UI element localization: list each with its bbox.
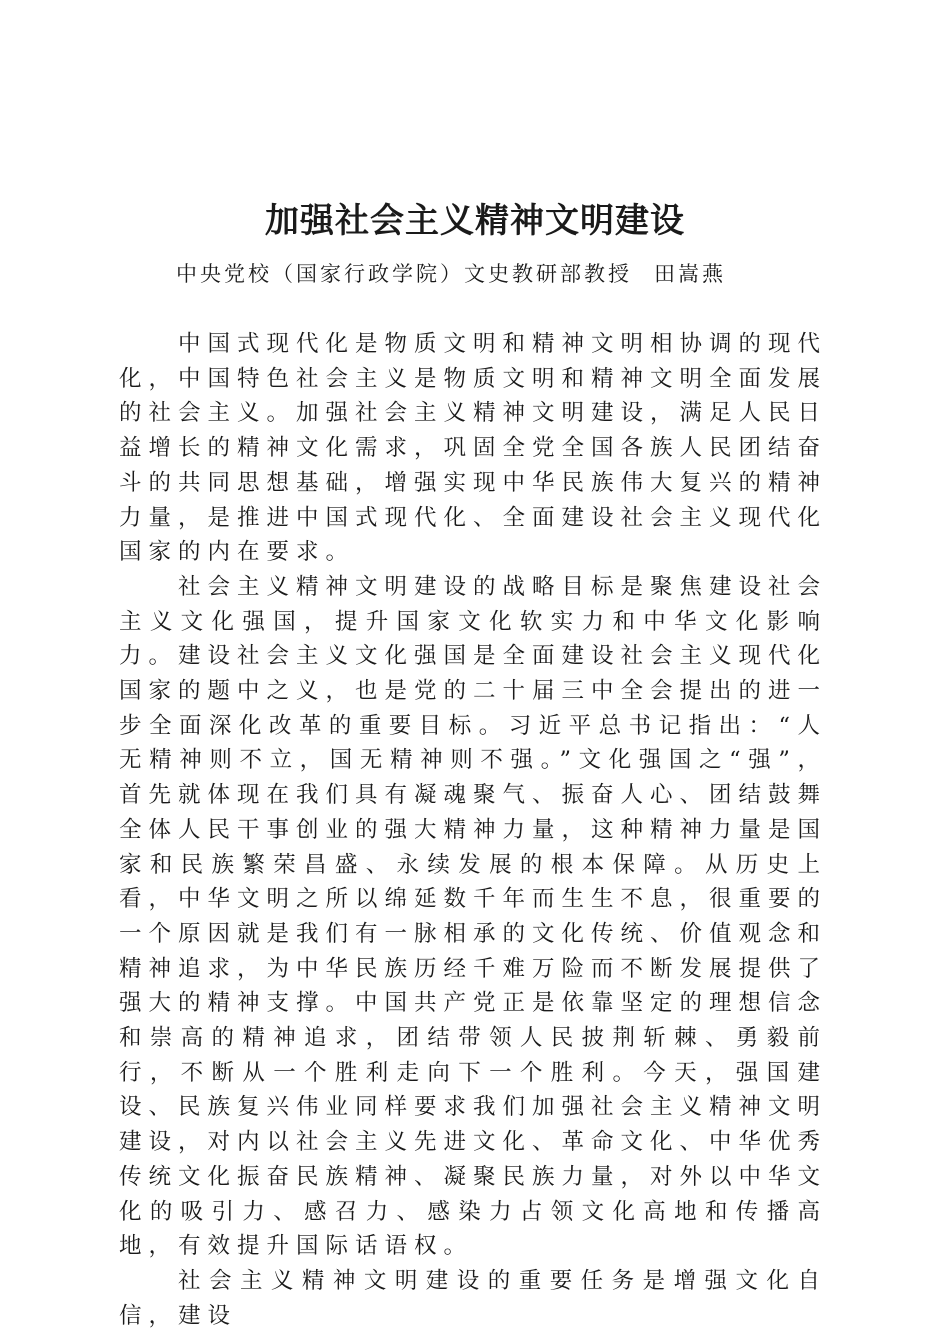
author-name: 田嵩燕 — [654, 262, 726, 286]
author-affiliation: 中央党校（国家行政学院）文史教研部教授 — [176, 262, 632, 286]
body-paragraph: 社会主义精神文明建设的重要任务是增强文化自信，建设 — [119, 1267, 827, 1329]
article-body — [119, 327, 827, 1333]
body-paragraph: 中国式现代化是物质文明和精神文明相协调的现代化，中国特色社会主义是物质文明和精神文明全面发展的社会主义。加强社会主义精神文明建设，满足人民日益增长的精神文化需求，巩固全党全国各族人民团结奋斗的共同思想基础，增强实现中华民族伟大复兴的精神力量，是推进中国式现代化、全面建设社会主义现代化国家的内在要求。 — [119, 331, 828, 566]
body-paragraph: 社会主义精神文明建设的战略目标是聚焦建设社会主义文化强国，提升国家文化软实力和中华文化影响力。建设社会主义文化强国是全面建设社会主义现代化国家的题中之义，也是党的二十届三中全会提出的进一步全面深化改革的重要目标。习近平总书记指出：“人无精神则不立，国无精神则不强。”文化强国之“强”，首先就体现在我们具有凝魂聚气、振奋人心、团结鼓舞全体人民干事创业的强大精神力量，这种精神力量是国家和民族繁荣昌盛、永续发展的根本保障。从历史上看，中华文明之所以绵延数千年而生生不息，很重要的一个原因就是我们有一脉相承的文化传统、价值观念和精神追求，为中华民族历经千难万险而不断发展提供了强大的精神支撑。中国共产党正是依靠坚定的理想信念和崇高的精神追求，团结带领人民披荆斩棘、勇毅前行，不断从一个胜利走向下一个胜利。今天，强国建设、民族复兴伟业同样要求我们加强社会主义精神文明建设，对内以社会主义先进文化、革命文化、中华优秀传统文化振奋民族精神、凝聚民族力量，对外以中华文化的吸引力、感召力、感染力占领文化高地和传播高地，有效提升国际话语权。 — [119, 573, 828, 1260]
author-byline — [176, 258, 816, 290]
article-title: 加强社会主义精神文明建设 — [265, 201, 685, 241]
